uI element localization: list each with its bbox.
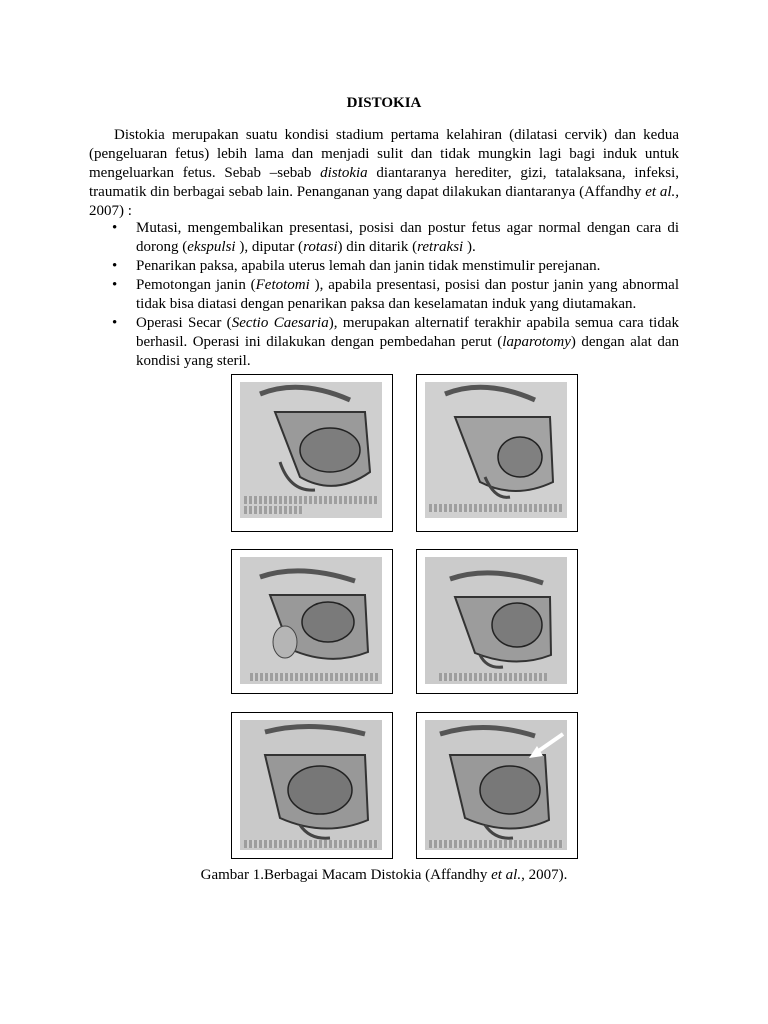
list-item: • Operasi Secar (Sectio Caesaria), merupakan alternatif terakhir apabila semua cara tidak berhasil. Operasi ini dilakukan dengan pembedahan perut (laparotomy) dengan alat dan kondisi yang steril.: [112, 315, 680, 369]
bullet-icon: •: [112, 220, 118, 236]
paragraph-italic: et al.,: [645, 184, 680, 200]
figure-4: [416, 549, 578, 694]
bullet-icon: •: [112, 315, 118, 331]
distocia-illustration-image: [425, 720, 567, 850]
treatment-list: [89, 219, 679, 371]
bullet-icon: •: [112, 277, 118, 293]
paragraph-text: 2007) :: [89, 203, 132, 219]
list-item: • Pemotongan janin (Fetotomi ), apabila presentasi, posisi dan postur janin yang abnormal tidak bisa diatasi dengan penarikan paksa dan keselamatan induk yang diutamakan.: [112, 277, 679, 312]
intro-paragraph: [89, 126, 679, 221]
figure-1: [231, 374, 393, 532]
figure-6: [416, 712, 578, 859]
figure-5: [231, 712, 393, 859]
paragraph-text: diantaranya herediter, gizi, tatalaksana, infeksi, traumatik din berbagai sebab lain. Penanganan yang dapat dilakukan diantaranya (Affandhy: [89, 165, 680, 200]
paragraph-italic: distokia: [320, 165, 368, 181]
distocia-illustration-image: [240, 382, 382, 518]
bullet-icon: •: [112, 258, 118, 274]
distocia-illustration-image: [240, 720, 382, 850]
list-item: • Penarikan paksa, apabila uterus lemah dan janin tidak menstimulir perejanan.: [112, 258, 601, 274]
distocia-illustration-image: [425, 382, 567, 518]
figure-2: [416, 374, 578, 532]
figure-caption: Gambar 1.Berbagai Macam Distokia (Affandhy et al., 2007).: [200, 867, 568, 883]
distocia-illustration-image: [425, 557, 567, 684]
distocia-illustration-image: [240, 557, 382, 684]
list-item: • Mutasi, mengembalikan presentasi, posisi dan postur fetus agar normal dengan cara di dorong (ekspulsi ), diputar (rotasi) din ditarik (retraksi ).: [112, 220, 679, 255]
paragraph-text: Distokia merupakan suatu kondisi stadium pertama kelahiran (dilatasi cervik) dan kedua (pengeluaran fetus) lebih lama dan menjadi sulit dan tidak mungkin lagi bagi induk untuk mengeluarkan fetus. Sebab –sebab: [89, 127, 679, 181]
document-title: DISTOKIA: [346, 95, 422, 111]
figure-3: [231, 549, 393, 694]
